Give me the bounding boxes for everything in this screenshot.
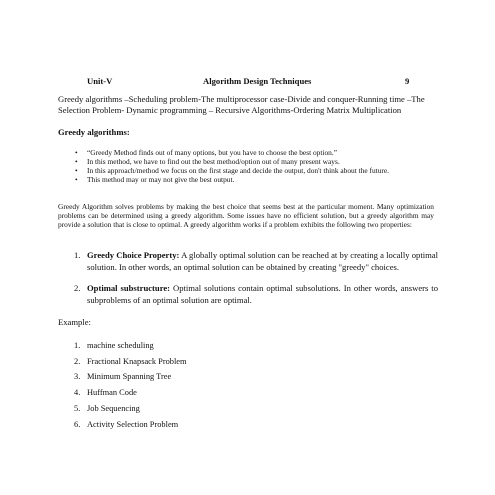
bullet-icon: •	[75, 166, 78, 176]
page-number: 9	[405, 76, 410, 86]
bullet-text: “Greedy Method finds out of many options, but you have to choose the best option.”	[87, 148, 338, 157]
properties-list	[58, 249, 438, 315]
example-text: Activity Selection Problem	[87, 419, 179, 429]
example-item	[58, 401, 187, 417]
example-text: Fractional Knapsack Problem	[87, 356, 187, 366]
bullet-text: This method may or may not give the best output.	[87, 175, 235, 185]
example-text: Minimum Spanning Tree	[87, 372, 172, 382]
unit-label: Unit-V	[87, 76, 113, 86]
bullet-item	[58, 175, 434, 184]
examples-list	[58, 338, 187, 432]
bullet-item	[58, 157, 434, 166]
bullet-icon: •	[75, 157, 78, 167]
property-term: Optimal substructure:	[87, 282, 171, 293]
bullet-text: In this method, we have to find out the best method/option out of many present ways.	[87, 157, 340, 167]
example-item	[58, 369, 187, 385]
section-heading: Greedy algorithms:	[58, 127, 130, 137]
property-term: Greedy Choice Property:	[87, 250, 180, 260]
topics-intro: Greedy algorithms –Scheduling problem-The multiprocessor case-Divide and conquer-Running time –The Selection Problem- Dynamic programming – Recursive Algorithms-Ordering Matrix Multiplication	[58, 94, 425, 116]
example-number: 2.	[74, 356, 81, 366]
example-label: Example:	[58, 317, 91, 327]
bullet-list	[58, 148, 434, 184]
example-item	[58, 354, 187, 370]
bullet-item	[58, 166, 434, 175]
example-number: 6.	[74, 419, 81, 429]
bullet-icon: •	[75, 148, 78, 157]
example-number: 4.	[74, 388, 81, 398]
property-item	[58, 282, 438, 307]
property-number: 2.	[74, 282, 81, 293]
property-number: 1.	[74, 250, 81, 260]
example-number: 3.	[74, 372, 81, 382]
example-text: Job Sequencing	[87, 403, 140, 413]
property-item	[58, 249, 438, 274]
property-text: A globally optimal solution can be reached at by creating a locally optimal solution. In other words, an optimal solution can be obtained by creating "greedy" choices.	[87, 250, 438, 273]
example-number: 1.	[74, 341, 81, 350]
description-paragraph: Greedy Algorithm solves problems by making the best choice that seems best at the particular moment. Many optimization problems can be determined using a greedy algorithm. Some issues have no efficient solution, but a greedy algorithm may provide a solution that is close to optimal. A greedy algorithm works if a problem exhibits the following two properties:	[58, 202, 434, 230]
example-text: Huffman Code	[87, 388, 137, 398]
example-item	[58, 385, 187, 401]
example-text: machine scheduling	[87, 341, 154, 350]
example-number: 5.	[74, 403, 81, 413]
property-text: Optimal solutions contain optimal subsolutions. In other words, answers to subproblems of an optimal solution are optimal.	[87, 282, 438, 306]
bullet-item	[58, 148, 434, 157]
example-item	[58, 417, 187, 433]
bullet-icon: •	[75, 175, 78, 185]
page-title: Algorithm Design Techniques	[203, 76, 312, 86]
example-item	[58, 338, 187, 354]
bullet-text: In this approach/method we focus on the first stage and decide the output, don't think about the future.	[87, 166, 390, 176]
